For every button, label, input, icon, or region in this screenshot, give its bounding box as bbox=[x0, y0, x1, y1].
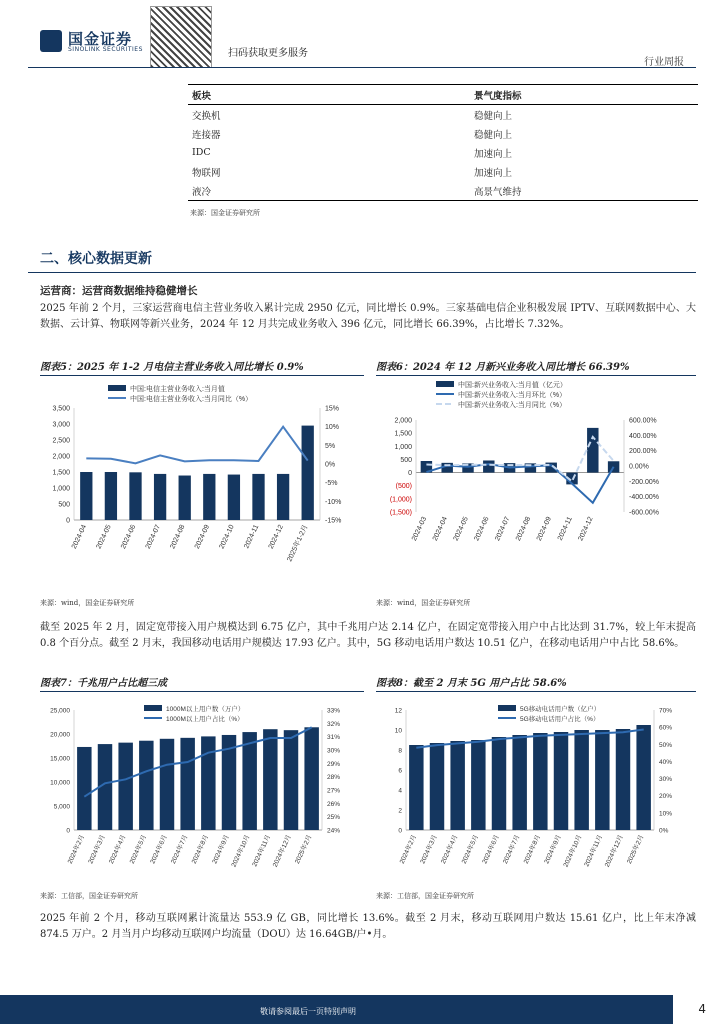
figure-7-source: 来源：工信部，国金证券研究所 bbox=[40, 892, 138, 900]
table-cell: 连接器 bbox=[192, 129, 221, 141]
y-left-tick-label: 20,000 bbox=[50, 731, 70, 739]
table-cell: 稳健向上 bbox=[474, 129, 513, 141]
y-left-tick-label: 6 bbox=[398, 767, 402, 775]
legend-label: 中国:电信主营业务收入:当月同比（%） bbox=[130, 396, 253, 403]
y-left-tick-label: 10 bbox=[394, 727, 402, 735]
figure-7-rule bbox=[40, 691, 364, 692]
y-right-tick-label: 27% bbox=[327, 787, 341, 795]
y-right-tick-label: -5% bbox=[325, 480, 338, 488]
y-right-tick-label: 15% bbox=[325, 405, 340, 413]
paragraph-revenue: 2025 年前 2 个月，三家运营商电信主营业务收入累计完成 2950 亿元，同比增长 0.9%。三家基础电信企业积极发展 IPTV、互联网数据中心、大数据、云计算、物联网等新兴业务，2024 年 12 月共完成业务收入 396 亿元，同比增长 66.39%，占比增长 7.32%。 bbox=[40, 303, 696, 330]
bar bbox=[483, 460, 494, 472]
x-tick-label: 2024-08 bbox=[515, 515, 533, 543]
bar bbox=[554, 732, 568, 830]
section-subtitle: 运营商：运营商数据维持稳健增长 bbox=[40, 285, 198, 297]
scan-text: 扫码获取更多服务 bbox=[228, 48, 308, 59]
y-right-tick-label: 32% bbox=[327, 720, 341, 728]
bar bbox=[512, 735, 526, 830]
series-line bbox=[426, 464, 613, 503]
y-left-tick-label: 0 bbox=[66, 517, 70, 525]
y-left-tick-label: 15,000 bbox=[50, 755, 70, 763]
table-row bbox=[188, 143, 698, 162]
y-left-tick-label: 1,500 bbox=[394, 430, 412, 438]
figure-8-title: 图表8：截至 2 月末 5G 用户占比 58.6% bbox=[376, 678, 567, 689]
y-right-tick-label: 200.00% bbox=[629, 448, 657, 456]
y-right-tick-label: -10% bbox=[325, 498, 342, 506]
bar bbox=[430, 743, 444, 830]
table-row bbox=[188, 105, 698, 125]
y-right-tick-label: 30% bbox=[659, 776, 673, 784]
y-right-tick-label: 30% bbox=[327, 747, 341, 755]
y-right-tick-label: 70% bbox=[659, 707, 673, 715]
section-title: 二、核心数据更新 bbox=[40, 251, 152, 267]
y-right-tick-label: 400.00% bbox=[629, 432, 657, 440]
x-tick-label: 2024-04 bbox=[70, 523, 89, 551]
x-tick-label: 2024年9月 bbox=[543, 833, 563, 866]
logo-english: SINOLINK SECURITIES bbox=[68, 46, 143, 53]
bar bbox=[409, 745, 423, 830]
y-right-tick-label: 10% bbox=[325, 424, 340, 432]
x-tick-label: 2024-09 bbox=[193, 523, 212, 551]
y-right-tick-label: 28% bbox=[327, 774, 341, 782]
y-left-tick-label: 10,000 bbox=[50, 779, 70, 787]
x-tick-label: 2024年12月 bbox=[271, 833, 293, 869]
bar bbox=[80, 472, 92, 520]
y-left-tick-label: 1,500 bbox=[52, 469, 70, 477]
x-tick-label: 2024年7月 bbox=[502, 833, 522, 866]
bar bbox=[203, 474, 215, 520]
y-left-tick-label: 2,000 bbox=[394, 417, 412, 425]
y-left-tick-label: 5,000 bbox=[53, 803, 70, 811]
bar bbox=[252, 474, 264, 520]
legend-label: 5G移动电话用户数（亿户） bbox=[520, 706, 601, 713]
bar bbox=[533, 733, 547, 830]
table-cell: 高景气维持 bbox=[474, 181, 698, 201]
x-tick-label: 2025年1-2月 bbox=[286, 523, 310, 563]
bar bbox=[118, 743, 132, 830]
y-right-tick-label: 5% bbox=[325, 442, 336, 450]
y-right-tick-label: 24% bbox=[327, 827, 341, 835]
bar bbox=[284, 730, 298, 830]
bar bbox=[77, 747, 91, 830]
x-tick-label: 2024年7月 bbox=[170, 833, 190, 866]
legend-label: 中国:电信主营业务收入:当月值 bbox=[130, 386, 225, 393]
legend-swatch bbox=[498, 705, 516, 711]
y-left-tick-label: (1,500) bbox=[389, 509, 412, 517]
y-left-tick-label: 3,000 bbox=[52, 421, 70, 429]
bar bbox=[302, 426, 314, 520]
x-tick-label: 2024-08 bbox=[169, 523, 187, 551]
table-row bbox=[188, 181, 698, 201]
y-left-tick-label: (500) bbox=[395, 483, 412, 491]
x-tick-label: 2024年11月 bbox=[583, 833, 605, 868]
x-tick-label: 2024年2月 bbox=[66, 833, 87, 866]
table-cell: 加速向上 bbox=[474, 167, 513, 179]
y-right-tick-label: 50% bbox=[659, 741, 673, 749]
x-tick-label: 2024-04 bbox=[431, 515, 450, 543]
table-header-sector: 板块 bbox=[188, 85, 474, 105]
footer-disclaimer: 敬请参阅最后一页特别声明 bbox=[260, 1007, 356, 1016]
x-tick-label: 2024-05 bbox=[95, 523, 113, 551]
y-left-tick-label: 500 bbox=[400, 456, 412, 464]
x-tick-label: 2024年6月 bbox=[149, 833, 169, 866]
table-row bbox=[188, 162, 698, 181]
y-left-tick-label: 3,500 bbox=[52, 405, 70, 413]
figure-5-rule bbox=[40, 375, 364, 376]
bar bbox=[304, 727, 318, 830]
chart-figure-7 bbox=[40, 696, 364, 882]
series-line bbox=[86, 427, 307, 464]
bar bbox=[242, 732, 256, 830]
y-left-tick-label: 2,000 bbox=[52, 453, 70, 461]
header-divider bbox=[28, 67, 696, 68]
x-tick-label: 2024年10月 bbox=[562, 833, 584, 869]
x-tick-label: 2024-06 bbox=[120, 523, 138, 551]
table-row bbox=[188, 124, 698, 143]
paragraph-broadband: 截至 2025 年 2 月，固定宽带接入用户规模达到 6.75 亿户，其中千兆用户达 2.14 亿户，在固定宽带接入用户中占比达到 31.7%，较上年末提高 0.8 个百分点。截至 2 月末，我国移动电话用户规模达 17.93 亿户。其中，5G 移动电话用户数达 10.51 亿户，在移动电话用户中占比 58.6%。 bbox=[40, 622, 696, 649]
x-tick-label: 2024年8月 bbox=[522, 833, 543, 866]
series-line bbox=[426, 437, 613, 481]
y-right-tick-label: -600.00% bbox=[629, 509, 659, 517]
table-cell: 液冷 bbox=[188, 181, 474, 201]
y-left-tick-label: 0 bbox=[66, 827, 70, 835]
paragraph-mobile-internet: 2025 年前 2 个月，移动互联网累计流量达 553.9 亿 GB，同比增长 13.6%。截至 2 月末，移动互联网用户数达 15.61 亿户，比上年末净减 874.5 万户。2 月当月户均移动互联网户均流量（DOU）达 16.64GB/户•月。 bbox=[40, 913, 696, 940]
figure-5-title: 图表5：2025 年 1-2 月电信主营业务收入同比增长 0.9% bbox=[40, 362, 304, 373]
bar bbox=[154, 474, 166, 520]
x-tick-label: 2024-06 bbox=[473, 515, 491, 543]
sector-table bbox=[188, 84, 698, 201]
table-cell: 交换机 bbox=[192, 110, 221, 122]
series-line bbox=[84, 727, 311, 796]
table-source: 来源：国金证券研究所 bbox=[190, 209, 260, 217]
table-cell: 稳健向上 bbox=[474, 110, 513, 122]
bar bbox=[587, 428, 598, 473]
y-left-tick-label: 8 bbox=[398, 747, 402, 755]
x-tick-label: 2024-07 bbox=[494, 515, 512, 543]
bar bbox=[636, 725, 650, 830]
logo-text: 国金证券 bbox=[68, 30, 133, 48]
legend-label: 中国:新兴业务收入:当月值（亿元） bbox=[458, 382, 567, 389]
figure-5-source: 来源：wind，国金证券研究所 bbox=[40, 599, 135, 607]
logo-mark bbox=[40, 30, 62, 52]
y-right-tick-label: 60% bbox=[659, 724, 673, 732]
y-right-tick-label: 10% bbox=[659, 810, 673, 818]
figure-6-rule bbox=[376, 375, 696, 376]
x-tick-label: 2024年11月 bbox=[251, 833, 273, 868]
series-line bbox=[416, 730, 643, 748]
y-right-tick-label: 0% bbox=[325, 461, 336, 469]
y-right-tick-label: 40% bbox=[659, 758, 673, 766]
legend-swatch bbox=[108, 385, 126, 391]
x-tick-label: 2024年5月 bbox=[460, 833, 481, 866]
y-left-tick-label: 500 bbox=[58, 501, 70, 509]
y-left-tick-label: 2,500 bbox=[52, 437, 70, 445]
figure-6-title: 图表6：2024 年 12 月新兴业务收入同比增长 66.39% bbox=[376, 362, 630, 373]
x-tick-label: 2024-11 bbox=[556, 515, 574, 542]
y-right-tick-label: -200.00% bbox=[629, 478, 659, 486]
legend-label: 中国:新兴业务收入:当月环比（%） bbox=[458, 392, 567, 399]
x-tick-label: 2024年10月 bbox=[230, 833, 252, 869]
bar bbox=[574, 730, 588, 830]
y-right-tick-label: 33% bbox=[327, 707, 341, 715]
x-tick-label: 2024-12 bbox=[577, 515, 595, 543]
x-tick-label: 2024年2月 bbox=[398, 833, 419, 866]
x-tick-label: 2024-12 bbox=[267, 523, 285, 551]
legend-label: 1000M以上用户占比（%） bbox=[166, 716, 244, 723]
bar bbox=[492, 737, 506, 830]
legend-swatch bbox=[436, 381, 454, 387]
y-left-tick-label: (1,000) bbox=[389, 496, 412, 504]
x-tick-label: 2024年5月 bbox=[128, 833, 149, 866]
section-divider bbox=[28, 272, 696, 273]
x-tick-label: 2024年6月 bbox=[481, 833, 501, 866]
bar bbox=[201, 736, 215, 830]
x-tick-label: 2025年2月 bbox=[294, 833, 314, 866]
y-left-tick-label: 1,000 bbox=[394, 443, 412, 451]
figure-7-title: 图表7：千兆用户占比超三成 bbox=[40, 678, 167, 689]
x-tick-label: 2024年9月 bbox=[211, 833, 231, 866]
x-tick-label: 2024年3月 bbox=[419, 833, 439, 866]
y-right-tick-label: 31% bbox=[327, 734, 341, 742]
table-cell: IDC bbox=[192, 147, 211, 158]
y-right-tick-label: 600.00% bbox=[629, 417, 657, 425]
legend-label: 5G移动电话用户占比（%） bbox=[520, 716, 600, 723]
x-tick-label: 2025年2月 bbox=[626, 833, 646, 866]
bar bbox=[595, 730, 609, 830]
y-left-tick-label: 25,000 bbox=[50, 707, 70, 715]
y-right-tick-label: 0% bbox=[659, 827, 669, 835]
legend-swatch bbox=[144, 705, 162, 711]
bar bbox=[228, 475, 240, 520]
legend-label: 中国:新兴业务收入:当月同比（%） bbox=[458, 402, 567, 409]
y-right-tick-label: 0.00% bbox=[629, 463, 649, 471]
chart-figure-5 bbox=[40, 380, 364, 590]
bar bbox=[105, 472, 117, 520]
bar bbox=[139, 741, 153, 830]
bar bbox=[160, 739, 174, 830]
x-tick-label: 2024年4月 bbox=[108, 833, 128, 866]
qr-code-icon bbox=[150, 6, 212, 68]
bar bbox=[179, 476, 191, 520]
x-tick-label: 2024-09 bbox=[535, 515, 554, 543]
y-right-tick-label: 25% bbox=[327, 814, 341, 822]
x-tick-label: 2024-07 bbox=[144, 523, 162, 551]
bar bbox=[129, 472, 141, 520]
y-right-tick-label: -15% bbox=[325, 517, 342, 525]
figure-8-rule bbox=[376, 691, 696, 692]
y-left-tick-label: 1,000 bbox=[52, 485, 70, 493]
x-tick-label: 2024-03 bbox=[411, 515, 429, 543]
x-tick-label: 2024年12月 bbox=[603, 833, 625, 869]
report-type: 行业周报 bbox=[644, 57, 684, 68]
bar bbox=[263, 729, 277, 830]
bar bbox=[616, 729, 630, 830]
y-left-tick-label: 0 bbox=[408, 470, 412, 478]
x-tick-label: 2024年4月 bbox=[440, 833, 460, 866]
chart-figure-6 bbox=[376, 380, 696, 590]
table-cell: 物联网 bbox=[192, 167, 221, 179]
bar bbox=[450, 741, 464, 830]
y-left-tick-label: 0 bbox=[398, 827, 402, 835]
y-right-tick-label: 29% bbox=[327, 760, 341, 768]
page-number: 4 bbox=[698, 1002, 706, 1016]
table-header-indicator: 景气度指标 bbox=[474, 85, 698, 105]
figure-6-source: 来源：wind，国金证券研究所 bbox=[376, 599, 471, 607]
bar bbox=[471, 740, 485, 830]
chart-figure-8 bbox=[376, 696, 696, 882]
table-cell: 加速向上 bbox=[474, 148, 513, 160]
y-right-tick-label: 20% bbox=[659, 793, 673, 801]
x-tick-label: 2024-10 bbox=[218, 523, 236, 551]
y-left-tick-label: 4 bbox=[398, 787, 402, 795]
x-tick-label: 2024年8月 bbox=[190, 833, 211, 866]
x-tick-label: 2024年3月 bbox=[87, 833, 107, 866]
x-tick-label: 2024-05 bbox=[452, 515, 470, 543]
y-right-tick-label: -400.00% bbox=[629, 494, 659, 502]
figure-8-source: 来源：工信部，国金证券研究所 bbox=[376, 892, 474, 900]
bar bbox=[180, 738, 194, 830]
y-left-tick-label: 12 bbox=[394, 707, 402, 715]
y-left-tick-label: 2 bbox=[398, 807, 402, 815]
bar bbox=[277, 474, 289, 520]
legend-label: 1000M以上用户数（万户） bbox=[166, 706, 245, 713]
y-right-tick-label: 26% bbox=[327, 800, 341, 808]
x-tick-label: 2024-11 bbox=[243, 523, 261, 550]
